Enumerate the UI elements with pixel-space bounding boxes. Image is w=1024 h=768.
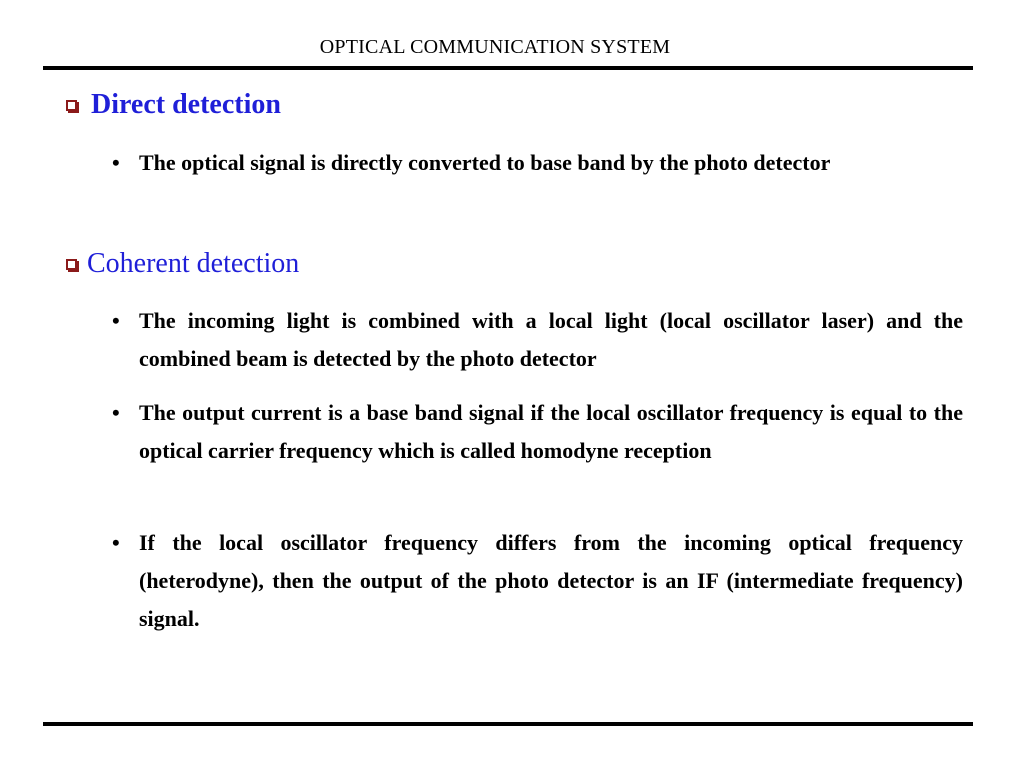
bullet-item — [112, 394, 963, 470]
bottom-divider — [43, 722, 973, 726]
top-divider — [43, 66, 973, 70]
bullet-icon: • — [112, 150, 120, 175]
bullet-text: The incoming light is combined with a local light (local oscillator laser) and the combined beam is detected by the photo detector — [139, 308, 963, 371]
bullet-text: If the local oscillator frequency differs from the incoming optical frequency (heterodyne), then the output of the photo detector is an IF (intermediate frequency) signal. — [139, 530, 963, 631]
bullet-icon: • — [112, 308, 120, 333]
section-heading-text: Direct detection — [91, 89, 281, 120]
checkbox-icon — [66, 100, 77, 111]
bullet-text: The optical signal is directly converted to base band by the photo detector — [139, 150, 831, 175]
section-heading-coherent-detection — [66, 247, 299, 281]
checkbox-icon — [66, 259, 77, 270]
bullet-icon: • — [112, 530, 120, 555]
bullet-icon: • — [112, 400, 120, 425]
bullet-item — [112, 524, 963, 638]
bullet-item — [112, 144, 963, 182]
bullet-item — [112, 302, 963, 378]
section-heading-direct-detection — [66, 88, 281, 122]
slide-title: OPTICAL COMMUNICATION SYSTEM — [319, 36, 671, 58]
section-heading-text: Coherent detection — [87, 248, 300, 279]
bullet-text: The output current is a base band signal if the local oscillator frequency is equal to the optical carrier frequency which is called homodyne reception — [139, 400, 963, 463]
